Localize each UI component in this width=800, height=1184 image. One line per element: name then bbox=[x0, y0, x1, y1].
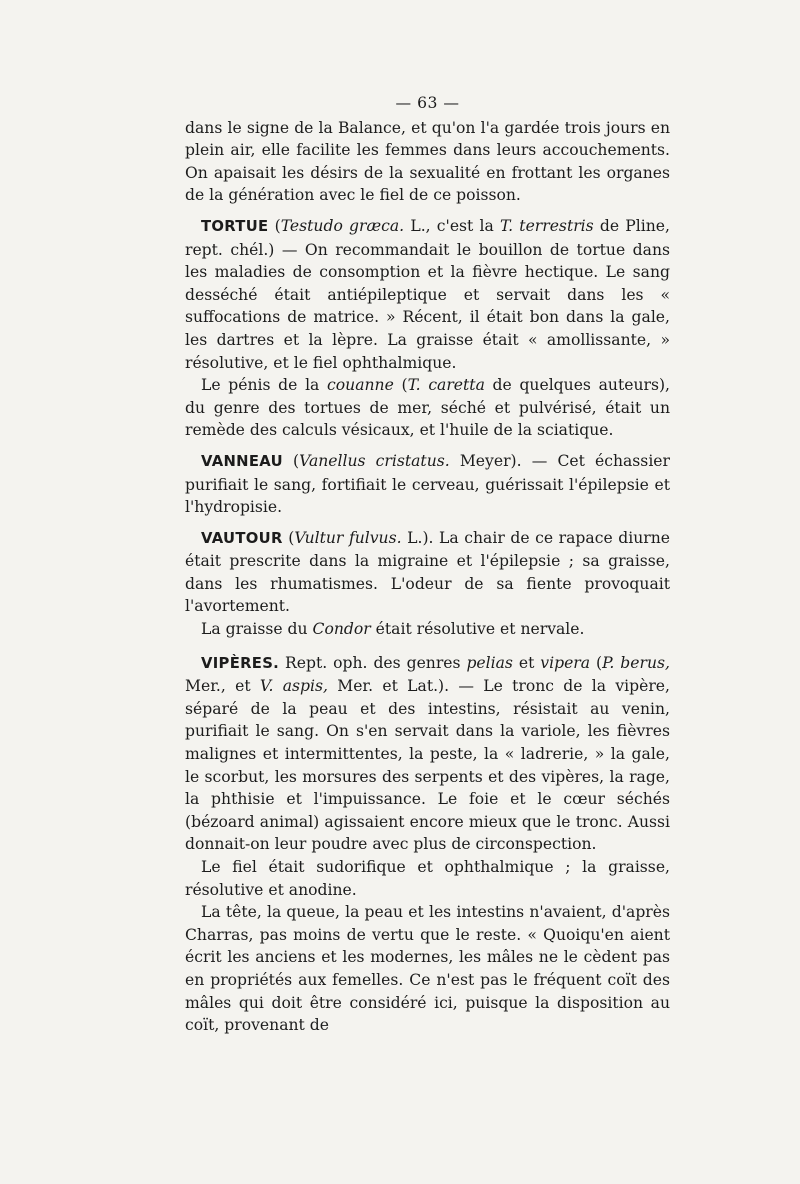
entry-heading: TORTUE bbox=[201, 217, 269, 235]
page-text bbox=[185, 92, 670, 1037]
entry-heading: VAUTOUR bbox=[201, 529, 283, 547]
entry-heading: VANNEAU bbox=[201, 452, 283, 470]
paragraph-continuation: dans le signe de la Balance, et qu'on l'a gardée trois jours en plein air, elle facilite les femmes dans leurs accouchements. On apaisait les désirs de la sexualité en frottant les organes de la génération avec le fiel de ce poisson. bbox=[185, 118, 670, 205]
paragraph-condor: La graisse du Condor était résolutive et nervale. bbox=[201, 620, 585, 639]
page-number: — 63 — bbox=[395, 94, 460, 112]
entry-viperes: VIPÈRES. Rept. oph. des genres pelias et vipera (P. berus, Mer., et V. aspis, Mer. et Lat.). — Le tronc de la vipère, séparé de la peau et des intestins, résistait au venin, purifiait le sang. On s'en servait dans la variole, les fièvres malignes et intermittentes, la peste, la « ladrerie, » la gale, le scorbut, les morsures des serpents et des vipères, la rage, la phthisie et l'impuissance. Le foie et le cœur séchés (bézoard animal) agissaient encore mieux que le tronc. Aussi donnait-on leur poudre avec plus de circonspection. bbox=[185, 653, 670, 854]
entry-vanneau: VANNEAU (Vanellus cristatus. Meyer). — Cet échassier purifiait le sang, fortifiait le cerveau, guérissait l'épilepsie et l'hydropisie. bbox=[185, 451, 670, 517]
entry-vautour: VAUTOUR (Vultur fulvus. L.). La chair de ce rapace diurne était prescrite dans la migraine et l'épilepsie ; sa graisse, dans les rhumatismes. L'odeur de sa fiente provoquait l'avortement. bbox=[185, 528, 670, 616]
paragraph-couanne: Le pénis de la couanne (T. caretta de quelques auteurs), du genre des tortues de mer, séché et pulvérisé, était un remède des calculs vésicaux, et l'huile de la sciatique. bbox=[185, 376, 670, 440]
entry-heading: VIPÈRES. bbox=[201, 654, 280, 672]
paragraph-fiel: Le fiel était sudorifique et ophthalmique ; la graisse, résolutive et anodine. bbox=[185, 858, 670, 899]
entry-tortue: TORTUE (Testudo græca. L., c'est la T. terrestris de Pline, rept. chél.) — On recommandait le bouillon de tortue dans les maladies de consomption et la fièvre hectique. Le sang desséché était antiépileptique et servait dans les « suffocations de matrice. » Récent, il était bon dans la gale, les dartres et la lèpre. La graisse était « amollissante, » résolutive, et le fiel ophthalmique. bbox=[185, 216, 670, 372]
paragraph-tete: La tête, la queue, la peau et les intestins n'avaient, d'après Charras, pas moins de vertu que le reste. « Quoiqu'en aient écrit les anciens et les modernes, les mâles ne le cèdent pas en propriétés aux femelles. Ce n'est pas le fréquent coït des mâles qui doit être considéré ici, puisque la disposition au coït, provenant de bbox=[185, 903, 670, 1035]
